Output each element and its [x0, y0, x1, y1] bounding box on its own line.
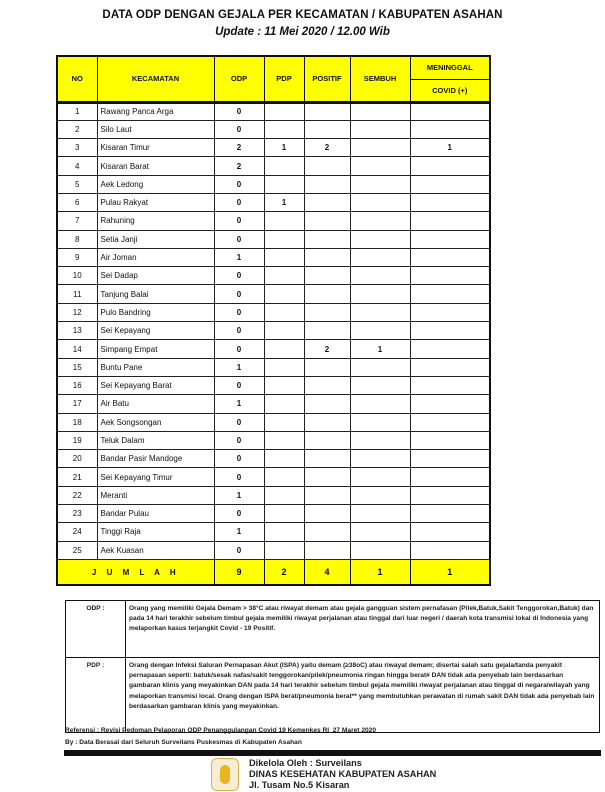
odp-value: 0	[214, 322, 264, 340]
row-number: 5	[57, 175, 97, 193]
odp-value: 0	[214, 212, 264, 230]
kecamatan-name: Pulo Bandring	[97, 303, 214, 321]
pdp-value	[264, 376, 304, 394]
sembuh-value	[350, 139, 410, 157]
odp-value: 1	[214, 248, 264, 266]
pdp-value	[264, 212, 304, 230]
odp-value: 1	[214, 395, 264, 413]
positif-value	[304, 468, 350, 486]
row-number: 18	[57, 413, 97, 431]
positif-value	[304, 285, 350, 303]
table-row	[57, 358, 490, 376]
sembuh-value	[350, 212, 410, 230]
sembuh-value: 1	[350, 340, 410, 358]
odp-value: 2	[214, 157, 264, 175]
total-meninggal: 1	[410, 559, 490, 585]
pdp-value: 1	[264, 139, 304, 157]
positif-value	[304, 230, 350, 248]
positif-value	[304, 193, 350, 211]
update-timestamp: Update : 11 Mei 2020 / 12.00 Wib	[215, 26, 390, 38]
table-row	[57, 120, 490, 138]
row-number: 22	[57, 486, 97, 504]
pdp-value	[264, 541, 304, 559]
pdp-value	[264, 486, 304, 504]
total-positif: 4	[304, 559, 350, 585]
kecamatan-name: Buntu Pane	[97, 358, 214, 376]
column-header-positif: POSITIF	[304, 56, 350, 102]
sembuh-value	[350, 431, 410, 449]
table-row	[57, 523, 490, 541]
meninggal-value	[410, 468, 490, 486]
meninggal-value	[410, 413, 490, 431]
definitions-table	[65, 600, 600, 733]
row-number: 23	[57, 505, 97, 523]
positif-value	[304, 413, 350, 431]
table-body	[57, 102, 490, 559]
odp-value: 0	[214, 102, 264, 120]
sembuh-value	[350, 267, 410, 285]
column-header-sembuh: SEMBUH	[350, 56, 410, 102]
pdp-value	[264, 358, 304, 376]
row-number: 20	[57, 450, 97, 468]
row-number: 21	[57, 468, 97, 486]
divider	[64, 750, 601, 756]
meninggal-value	[410, 267, 490, 285]
kecamatan-name: Rawang Panca Arga	[97, 102, 214, 120]
kecamatan-name: Sei Kepayang Barat	[97, 376, 214, 394]
pdp-value: 1	[264, 193, 304, 211]
sembuh-value	[350, 505, 410, 523]
pdp-definition-text: Orang dengan Infeksi Saluran Pernapasan Akut (ISPA) yaitu demam (≥38oC) atau riwayat demam; disertai salah satu gejala/tanda penyakit pernapasan seperti: batuk/sesak nafas/sakit tenggorokan/pilek/pneumonia ringan hingga berat# DAN tidak ada penyebab lain berdasarkan gambaran klinis yang meyakinkan DAN pada 14 hari terakhir sebelum timbul gejala memiliki riwayat perjalanan atau tinggal di negara/wilayah yang melaporkan transmisi local. Orang dengan ISPA berat/pneumonia berat** yang membutuhkan perawatan di rumah sakit DAN tidak ada penyebab lain berdasarkan gambaran klinis yang meyakinkan.	[126, 658, 600, 733]
table-row	[57, 340, 490, 358]
meninggal-value	[410, 303, 490, 321]
table-row	[57, 175, 490, 193]
page-title: DATA ODP DENGAN GEJALA PER KECAMATAN / KABUPATEN ASAHAN	[102, 9, 503, 21]
meninggal-value	[410, 193, 490, 211]
odp-value: 0	[214, 468, 264, 486]
sembuh-value	[350, 395, 410, 413]
kecamatan-name: Air Joman	[97, 248, 214, 266]
meninggal-value	[410, 157, 490, 175]
positif-value	[304, 102, 350, 120]
pdp-definition-label: PDP :	[66, 658, 126, 733]
odp-value: 0	[214, 450, 264, 468]
meninggal-value	[410, 541, 490, 559]
column-header-no: NO	[57, 56, 97, 102]
pdp-value	[264, 285, 304, 303]
sembuh-value	[350, 157, 410, 175]
meninggal-value	[410, 523, 490, 541]
meninggal-value	[410, 340, 490, 358]
positif-value	[304, 431, 350, 449]
sembuh-value	[350, 303, 410, 321]
positif-value	[304, 395, 350, 413]
kecamatan-name: Air Batu	[97, 395, 214, 413]
row-number: 8	[57, 230, 97, 248]
total-row	[57, 559, 490, 585]
pdp-value	[264, 157, 304, 175]
positif-value	[304, 541, 350, 559]
positif-value: 2	[304, 340, 350, 358]
data-source-note: By : Data Berasal dari Seluruh Surveilans Puskesmas di Kabupaten Asahan	[65, 739, 302, 746]
pdp-value	[264, 468, 304, 486]
meninggal-value	[410, 486, 490, 504]
sembuh-value	[350, 523, 410, 541]
pdp-value	[264, 450, 304, 468]
total-label: J U M L A H	[57, 559, 214, 585]
table-row	[57, 468, 490, 486]
kecamatan-name: Sei Dadap	[97, 267, 214, 285]
odp-value: 0	[214, 285, 264, 303]
meninggal-value	[410, 175, 490, 193]
kecamatan-name: Kisaran Barat	[97, 157, 214, 175]
row-number: 14	[57, 340, 97, 358]
column-header-odp: ODP	[214, 56, 264, 102]
pdp-value	[264, 413, 304, 431]
kecamatan-name: Kisaran Timur	[97, 139, 214, 157]
meninggal-value	[410, 505, 490, 523]
column-header-covid: COVID (+)	[410, 79, 490, 102]
positif-value	[304, 212, 350, 230]
table-row	[57, 139, 490, 157]
row-number: 9	[57, 248, 97, 266]
kecamatan-name: Bandar Pasir Mandoge	[97, 450, 214, 468]
table-row	[57, 395, 490, 413]
meninggal-value	[410, 285, 490, 303]
pdp-value	[264, 102, 304, 120]
sembuh-value	[350, 322, 410, 340]
footer-address: Jl. Tusam No.5 Kisaran	[249, 780, 350, 790]
pdp-value	[264, 175, 304, 193]
sembuh-value	[350, 358, 410, 376]
odp-value: 0	[214, 376, 264, 394]
kecamatan-name: Sei Kepayang Timur	[97, 468, 214, 486]
footer-agency: DINAS KESEHATAN KABUPATEN ASAHAN	[249, 769, 437, 779]
kecamatan-name: Sei Kepayang	[97, 322, 214, 340]
table-row	[57, 102, 490, 120]
pdp-value	[264, 248, 304, 266]
pdp-value	[264, 431, 304, 449]
meninggal-value	[410, 248, 490, 266]
odp-value: 0	[214, 303, 264, 321]
pdp-value	[264, 523, 304, 541]
positif-value	[304, 450, 350, 468]
pdp-value	[264, 120, 304, 138]
row-number: 25	[57, 541, 97, 559]
sembuh-value	[350, 175, 410, 193]
sembuh-value	[350, 230, 410, 248]
row-number: 10	[57, 267, 97, 285]
kecamatan-name: Rahuning	[97, 212, 214, 230]
odp-value: 0	[214, 413, 264, 431]
table-row	[57, 450, 490, 468]
table-row	[57, 267, 490, 285]
odp-value: 0	[214, 541, 264, 559]
logo-emblem	[220, 765, 230, 784]
kecamatan-name: Simpang Empat	[97, 340, 214, 358]
pdp-value	[264, 303, 304, 321]
positif-value	[304, 358, 350, 376]
row-number: 4	[57, 157, 97, 175]
kecamatan-name: Meranti	[97, 486, 214, 504]
table-row	[57, 285, 490, 303]
kecamatan-name: Aek Songsongan	[97, 413, 214, 431]
odp-value: 0	[214, 120, 264, 138]
positif-value	[304, 376, 350, 394]
sembuh-value	[350, 248, 410, 266]
sembuh-value	[350, 376, 410, 394]
row-number: 24	[57, 523, 97, 541]
row-number: 3	[57, 139, 97, 157]
table-row	[57, 376, 490, 394]
table-row	[57, 212, 490, 230]
positif-value	[304, 303, 350, 321]
meninggal-value	[410, 395, 490, 413]
total-pdp: 2	[264, 559, 304, 585]
row-number: 13	[57, 322, 97, 340]
pdp-value	[264, 322, 304, 340]
reference-note: Referensi : Revisi Pedoman Pelaporan ODP Penanggulangan Covid 19 Kemenkes RI_27 Maret 2020	[65, 727, 376, 734]
dinas-kesehatan-logo-icon	[211, 758, 239, 791]
meninggal-value	[410, 450, 490, 468]
meninggal-value	[410, 431, 490, 449]
total-odp: 9	[214, 559, 264, 585]
positif-value	[304, 157, 350, 175]
odp-value: 0	[214, 193, 264, 211]
column-header-pdp: PDP	[264, 56, 304, 102]
row-number: 19	[57, 431, 97, 449]
kecamatan-name: Setia Janji	[97, 230, 214, 248]
odp-value: 0	[214, 505, 264, 523]
positif-value: 2	[304, 139, 350, 157]
sembuh-value	[350, 450, 410, 468]
sembuh-value	[350, 102, 410, 120]
positif-value	[304, 486, 350, 504]
row-number: 17	[57, 395, 97, 413]
table-row	[57, 541, 490, 559]
odp-value: 0	[214, 230, 264, 248]
odp-value: 0	[214, 267, 264, 285]
kecamatan-name: Silo Laut	[97, 120, 214, 138]
meninggal-value	[410, 230, 490, 248]
table-row	[57, 303, 490, 321]
meninggal-value: 1	[410, 139, 490, 157]
table-row	[57, 431, 490, 449]
sembuh-value	[350, 413, 410, 431]
pdp-value	[264, 340, 304, 358]
meninggal-value	[410, 102, 490, 120]
table-row	[57, 505, 490, 523]
row-number: 12	[57, 303, 97, 321]
meninggal-value	[410, 120, 490, 138]
meninggal-value	[410, 212, 490, 230]
table-row	[57, 157, 490, 175]
table-row	[57, 486, 490, 504]
kecamatan-name: Pulau Rakyat	[97, 193, 214, 211]
sembuh-value	[350, 468, 410, 486]
table-row	[57, 322, 490, 340]
row-number: 16	[57, 376, 97, 394]
row-number: 6	[57, 193, 97, 211]
positif-value	[304, 267, 350, 285]
meninggal-value	[410, 322, 490, 340]
positif-value	[304, 505, 350, 523]
sembuh-value	[350, 120, 410, 138]
odp-value: 1	[214, 523, 264, 541]
kecamatan-name: Teluk Dalam	[97, 431, 214, 449]
kecamatan-name: Bandar Pulau	[97, 505, 214, 523]
sembuh-value	[350, 193, 410, 211]
positif-value	[304, 120, 350, 138]
pdp-value	[264, 395, 304, 413]
total-sembuh: 1	[350, 559, 410, 585]
odp-value: 0	[214, 431, 264, 449]
kecamatan-name: Tinggi Raja	[97, 523, 214, 541]
footer	[249, 758, 436, 791]
odp-data-table	[56, 55, 491, 586]
positif-value	[304, 175, 350, 193]
row-number: 2	[57, 120, 97, 138]
pdp-value	[264, 230, 304, 248]
meninggal-value	[410, 358, 490, 376]
table-row	[57, 413, 490, 431]
sembuh-value	[350, 541, 410, 559]
kecamatan-name: Aek Kuasan	[97, 541, 214, 559]
pdp-value	[264, 505, 304, 523]
column-header-kecamatan: KECAMATAN	[97, 56, 214, 102]
positif-value	[304, 322, 350, 340]
odp-definition-text: Orang yang memiliki Gejala Demam > 38°C atau riwayat demam atau gejala gangguan sistem pernafasan (Pilek,Batuk,Sakit Tenggorokan,Batuk) dan pada 14 hari terakhir sebelum timbul gejala memiliki riwayat perjalanan atau tinggal dari luar negeri / daerah kota transmisi lokal di Indonesia yang melaporkan kasus terjangkit Covid - 19 Positif.	[126, 601, 600, 658]
meninggal-value	[410, 376, 490, 394]
sembuh-value	[350, 285, 410, 303]
table-row	[57, 248, 490, 266]
odp-value: 0	[214, 340, 264, 358]
column-header-meninggal: MENINGGAL	[410, 56, 490, 79]
odp-value: 1	[214, 358, 264, 376]
kecamatan-name: Tanjung Balai	[97, 285, 214, 303]
row-number: 11	[57, 285, 97, 303]
table-row	[57, 193, 490, 211]
odp-value: 1	[214, 486, 264, 504]
sembuh-value	[350, 486, 410, 504]
row-number: 1	[57, 102, 97, 120]
positif-value	[304, 248, 350, 266]
table-row	[57, 230, 490, 248]
row-number: 7	[57, 212, 97, 230]
footer-managed-by: Dikelola Oleh : Surveilans	[249, 758, 362, 768]
kecamatan-name: Aek Ledong	[97, 175, 214, 193]
positif-value	[304, 523, 350, 541]
odp-value: 2	[214, 139, 264, 157]
row-number: 15	[57, 358, 97, 376]
pdp-value	[264, 267, 304, 285]
odp-value: 0	[214, 175, 264, 193]
odp-definition-label: ODP :	[66, 601, 126, 658]
